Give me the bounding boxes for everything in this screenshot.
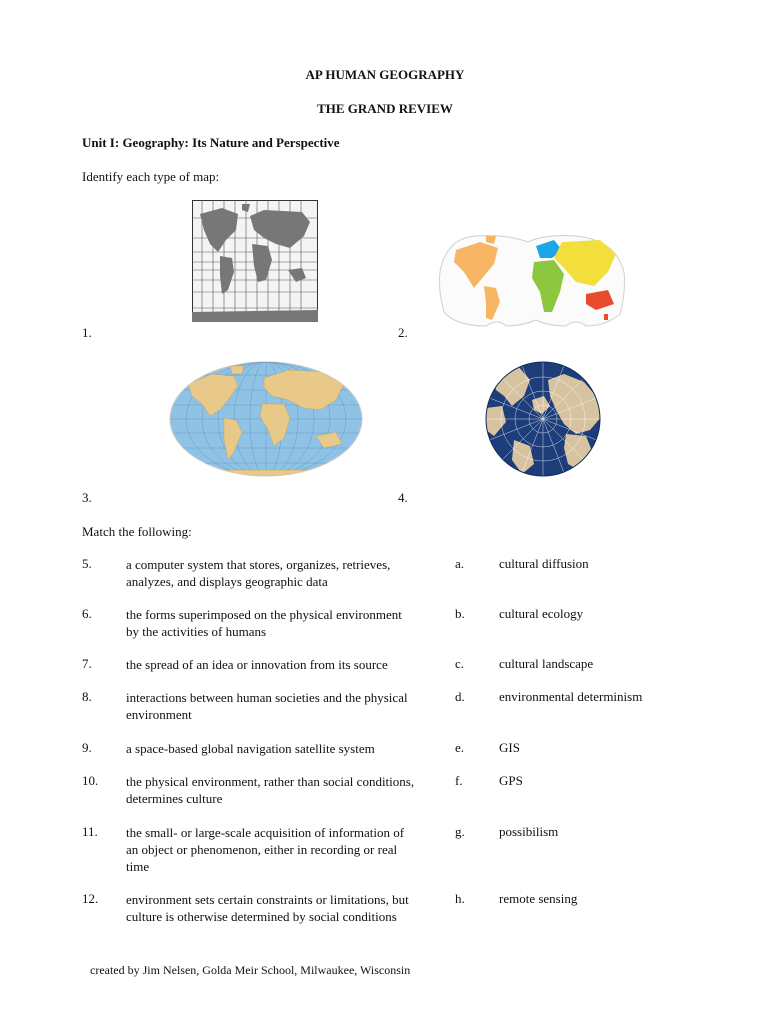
answer-text: GPS <box>499 773 523 788</box>
mercator-map <box>192 200 318 322</box>
question-number: 11. <box>82 824 98 839</box>
question-text: interactions between human societies and the physical environment <box>126 690 408 722</box>
question-text: the spread of an idea or innovation from its source <box>126 657 388 672</box>
map-label-4: 4. <box>398 490 408 505</box>
question-number: 5. <box>82 556 92 571</box>
question-text: a computer system that stores, organizes, retrieves, analyzes, and displays geographic data <box>126 557 391 589</box>
question-text: the physical environment, rather than social conditions, determines culture <box>126 774 415 806</box>
answer-letter: a. <box>455 556 465 571</box>
map-instruction: Identify each type of map: <box>82 169 220 184</box>
answer-letter: g. <box>455 824 465 839</box>
azimuthal-polar-map <box>484 360 602 478</box>
unit-heading: Unit I: Geography: Its Nature and Perspective <box>82 135 340 150</box>
question-text: the small- or large-scale acquisition of information of an object or phenomenon, either in recording or real time <box>126 825 405 874</box>
robinson-map <box>168 360 364 478</box>
question-number: 12. <box>82 891 99 906</box>
answer-letter: e. <box>455 740 465 755</box>
map-label-2: 2. <box>398 325 408 340</box>
answer-letter: c. <box>455 656 465 671</box>
answer-text: remote sensing <box>499 891 578 906</box>
answer-text: cultural diffusion <box>499 556 589 571</box>
answer-text: environmental determinism <box>499 689 643 704</box>
page-title: AP HUMAN GEOGRAPHY <box>305 67 465 82</box>
question-number: 10. <box>82 773 99 788</box>
question-number: 9. <box>82 740 92 755</box>
answer-text: GIS <box>499 740 520 755</box>
answer-text: possibilism <box>499 824 559 839</box>
answer-letter: h. <box>455 891 465 906</box>
question-text: the forms superimposed on the physical environment by the activities of humans <box>126 607 402 639</box>
answer-letter: f. <box>455 773 463 788</box>
goode-homolosine-map <box>436 232 628 328</box>
map-label-3: 3. <box>82 490 92 505</box>
page-subtitle: THE GRAND REVIEW <box>317 101 453 116</box>
question-number: 8. <box>82 689 92 704</box>
question-number: 6. <box>82 606 92 621</box>
answer-text: cultural ecology <box>499 606 584 621</box>
question-text: a space-based global navigation satellite system <box>126 741 375 756</box>
page-footer: created by Jim Nelsen, Golda Meir School, Milwaukee, Wisconsin <box>90 963 411 977</box>
question-number: 7. <box>82 656 92 671</box>
answer-letter: b. <box>455 606 465 621</box>
answer-text: cultural landscape <box>499 656 594 671</box>
question-text: environment sets certain constraints or limitations, but culture is otherwise determined by social conditions <box>126 892 409 924</box>
answer-letter: d. <box>455 689 465 704</box>
map-label-1: 1. <box>82 325 92 340</box>
match-heading: Match the following: <box>82 524 192 539</box>
